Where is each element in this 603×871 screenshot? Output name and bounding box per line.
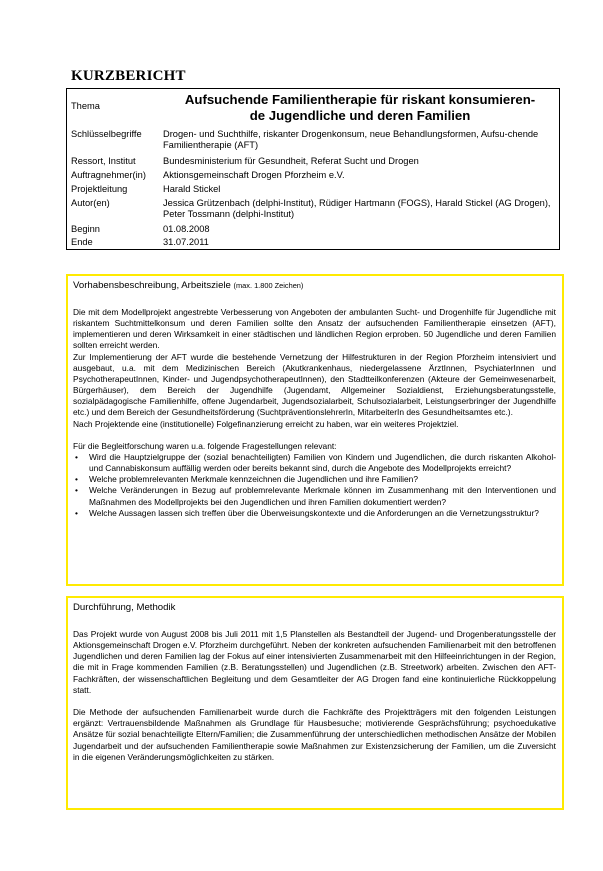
meta-value: Aktionsgemeinschaft Drogen Pforzheim e.V. xyxy=(163,170,345,180)
list-item: • Welche Aussagen lassen sich treffen über die Überweisungskontexte und die Anforderungen an die Vernetzungsstruktur? xyxy=(73,508,556,519)
paragraph: Die mit dem Modellprojekt angestrebte Verbesserung von Angeboten der ambulanten Sucht- und Drogenhilfe für Jugendliche mit riskantem Suchtmittelkonsum und deren Familien sollte den Ansatz der aufsuchenden Familientherapie einsetzen (AFT), implementieren und deren Wirksamkeit in einer städtischen und ländlichen Region erproben. 50 Jugendliche und deren Familien sollten erreicht werden. xyxy=(73,307,556,351)
section-body xyxy=(73,629,556,763)
paragraph: Zur Implementierung der AFT wurde die bestehende Vernetzung der Hilfestrukturen in der Region Pforzheim intensiviert und ausgebaut, u.a. mit dem Medizinischen Bereich (Akutkrankenhaus, niedergelassene ÄrztInnen, PsychiaterInnen und PsychotherapeutInnen, Kinder- und JugendpsychotherapeutInnen), den Stadtteilkonferenzen (Akteure der Gemeinwesenarbeit, Bürgerhäuser), dem Bereich der Jugendhilfe (Jugendamt, Allgemeiner Sozialdienst, Erziehungsberatungsstelle, sozialpädagogische Familienhilfe, offene Jugendarbeit, Jugendsozialarbeit, Schulsozialarbeit, Leistungserbringer der Jugendhilfe etc.) und dem Bereich der Gesundheitsförderung (SuchtpräventionslehrerIn, MitarbeiterIn des Gesundheitsamtes etc.). xyxy=(73,351,556,418)
section-heading-text: Vorhabensbeschreibung, Arbeitsziele xyxy=(73,280,231,291)
meta-value: Jessica Grützenbach (delphi-Institut), Rüdiger Hartmann (FOGS), Harald Stickel (AG Drogen), Peter Tossmann (delphi-Institut) xyxy=(163,198,551,219)
meta-label: Beginn xyxy=(71,224,100,234)
meta-label-thema: Thema xyxy=(71,101,100,111)
paragraph: Die Methode der aufsuchenden Familienarbeit wurde durch die Fachkräfte des Projektträgers mit den folgenden Leistungen ergänzt: Vertrauensbildende Maßnahmen als Grundlage für Hausbesuche; motivierende Gesprächsführung; psychoedukative Ansätze für sozial benachteiligte Eltern/Familien; die Zusammenführung der unterschiedlichen methodischen Ansätze der Mobilen Jugendarbeit und der aufsuchenden Familientherapie sowie Maßnahmen zur Existenzsicherung der Familien, um die Zuversicht in die eigenen Veränderungsmöglichkeiten zu stärken. xyxy=(73,707,556,762)
section-heading xyxy=(73,280,303,291)
list-item: • Wird die Hauptzielgruppe der (sozial benachteiligten) Familien von Kindern und Jugendlichen, die durch riskanten Alkohol- und Cannabiskonsum auffällig werden oder bereits bekannt sind, durch die Angebote des Modellprojekts erreicht? xyxy=(73,452,556,474)
list-item: • Welche Veränderungen in Bezug auf problemrelevante Merkmale können im Zusammenhang mit den Interventionen und Maßnahmen des Modellprojekts bei den Jugendlichen und ihren Familien dokumentiert werden? xyxy=(73,485,556,507)
list-item: • Welche problemrelevanten Merkmale kennzeichnen die Jugendlichen und ihre Familien? xyxy=(73,474,556,485)
thema-title xyxy=(163,92,557,124)
meta-row-thema xyxy=(67,89,559,129)
document-title: KURZBERICHT xyxy=(71,68,186,84)
meta-label: Projektleitung xyxy=(71,184,128,194)
paragraph: Nach Projektende eine (institutionelle) Folgefinanzierung erreicht zu haben, war ein weiteres Projektziel. xyxy=(73,418,459,429)
meta-label: Ressort, Institut xyxy=(71,156,136,166)
meta-value: 01.08.2008 xyxy=(163,224,210,234)
metadata-table xyxy=(66,88,560,250)
section-durchfuehrung xyxy=(66,596,564,810)
meta-label: Ende xyxy=(71,237,93,247)
meta-value: Harald Stickel xyxy=(163,184,221,194)
thema-title-line-2: de Jugendliche und deren Familien xyxy=(249,108,471,123)
paragraph: Für die Begleitforschung waren u.a. folgende Fragestellungen relevant: xyxy=(73,440,337,451)
meta-label: Autor(en) xyxy=(71,198,110,208)
section-heading-text: Durchführung, Methodik xyxy=(73,602,176,613)
section-heading xyxy=(73,602,175,613)
section-vorhabensbeschreibung xyxy=(66,274,564,586)
section-heading-note: (max. 1.800 Zeichen) xyxy=(233,281,304,290)
thema-title-line-1: Aufsuchende Familientherapie für riskant konsumieren- xyxy=(184,92,536,107)
paragraph: Das Projekt wurde von August 2008 bis Juli 2011 mit 1,5 Planstellen als Bestandteil der Jugend- und Drogenberatungsstelle der Aktionsgemeinschaft Drogen e.V. Pforzheim durchgeführt. Neben der konkreten aufsuchenden Familienarbeit mit den betroffenen Jugendlichen und deren Familien lag der Fokus auf einer intensivierten Zusammenarbeit mit den Hilfeeinrichtungen in der Region, die mit in Frage kommenden Familien (z.B. Beratungsstellen) und Jugendlichen (z.B. Streetwork) arbeiten. Zwischen den AFT-Fachkräften, der wissenschaftlichen Begleitung und dem Gesamtleiter der AG Drogen fand eine kontinuierliche Rückkoppelung statt. xyxy=(73,629,556,695)
meta-value: Bundesministerium für Gesundheit, Referat Sucht und Drogen xyxy=(163,156,419,166)
meta-label: Auftragnehmer(in) xyxy=(71,170,146,180)
meta-value: 31.07.2011 xyxy=(163,237,209,247)
section-body xyxy=(73,307,556,519)
meta-label: Schlüsselbegriffe xyxy=(71,129,142,139)
meta-value: Drogen- und Suchthilfe, riskanter Drogenkonsum, neue Behandlungsformen, Aufsu-chende Familientherapie (AFT) xyxy=(163,129,539,150)
